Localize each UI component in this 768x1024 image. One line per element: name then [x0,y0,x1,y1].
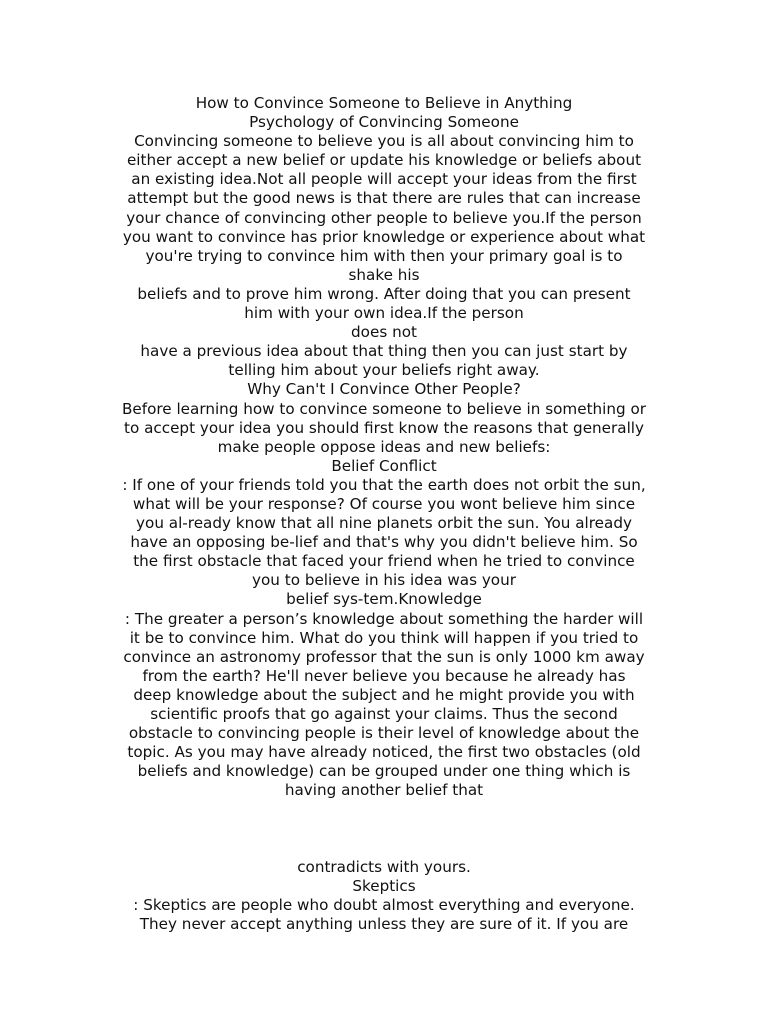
text-line: your chance of convincing other people to believe you.If the person [126,208,642,227]
text-line: from the earth? He'll never believe you because he already has [142,666,626,685]
text-line: attempt but the good news is that there are rules that can increase [127,189,641,208]
section-heading: Why Can't I Convince Other People? [247,380,521,399]
text-line: beliefs and to prove him wrong. After doing that you can present [137,284,631,303]
text-line: it be to convince him. What do you think will happen if you tried to [129,628,639,647]
text-line: obstacle to convincing people is their level of knowledge about the [128,724,640,743]
subsection-heading: Skeptics [352,876,416,895]
text-line: deep knowledge about the subject and he might provide you with [133,685,635,704]
subsection-heading: Belief Conflict [331,456,437,475]
text-line: have an opposing be-lief and that's why you didn't believe him. So [130,533,638,552]
text-line: belief sys-tem.Knowledge [286,590,482,609]
text-line: him with your own idea.If the person [244,304,524,323]
text-line: have a previous idea about that thing then you can just start by [140,342,628,361]
text-line: Before learning how to convince someone to believe in something or [121,399,646,418]
text-line: make people oppose ideas and new beliefs: [217,437,551,456]
text-line: shake his [348,265,420,284]
document-subtitle: Psychology of Convincing Someone [249,113,519,132]
document-text [104,94,664,934]
text-line: either accept a new belief or update his knowledge or beliefs about [126,151,642,170]
text-line: does not [351,323,417,342]
text-line: : If one of your friends told you that the earth does not orbit the sun, [122,475,646,494]
text-line: scientific proofs that go against your claims. Thus the second [150,705,618,723]
document-title: How to Convince Someone to Believe in Anything [195,94,573,112]
text-line: having another belief that [284,781,484,800]
text-line: you're trying to convince him with then your primary goal is to [145,246,623,265]
text-line: Convincing someone to believe you is all about convincing him to [134,132,634,151]
text-line: telling him about your beliefs right away. [228,361,540,380]
text-line: what will be your response? Of course you wont believe him since [132,494,636,513]
text-line: contradicts with yours. [297,857,471,876]
text-line: you al-ready know that all nine planets orbit the sun. You already [136,514,632,533]
text-line: you to believe in his idea was your [252,571,516,590]
text-line: to accept your idea you should first know the reasons that generally [124,418,644,437]
text-line: topic. As you may have already noticed, the first two obstacles (old [127,743,641,762]
text-line: beliefs and knowledge) can be grouped under one thing which is [137,762,631,781]
text-line: : The greater a person’s knowledge about something the harder will [124,609,644,628]
text-line: They never accept anything unless they are sure of it. If you are [139,915,629,934]
text-line: : Skeptics are people who doubt almost everything and everyone. [133,895,635,914]
blank-space [104,800,664,857]
text-line: you want to convince has prior knowledge or experience about what [122,227,646,246]
text-line: convince an astronomy professor that the sun is only 1000 km away [123,647,645,666]
text-line: an existing idea.Not all people will accept your ideas from the first [131,170,637,189]
text-line: the first obstacle that faced your friend when he tried to convince [133,552,635,571]
